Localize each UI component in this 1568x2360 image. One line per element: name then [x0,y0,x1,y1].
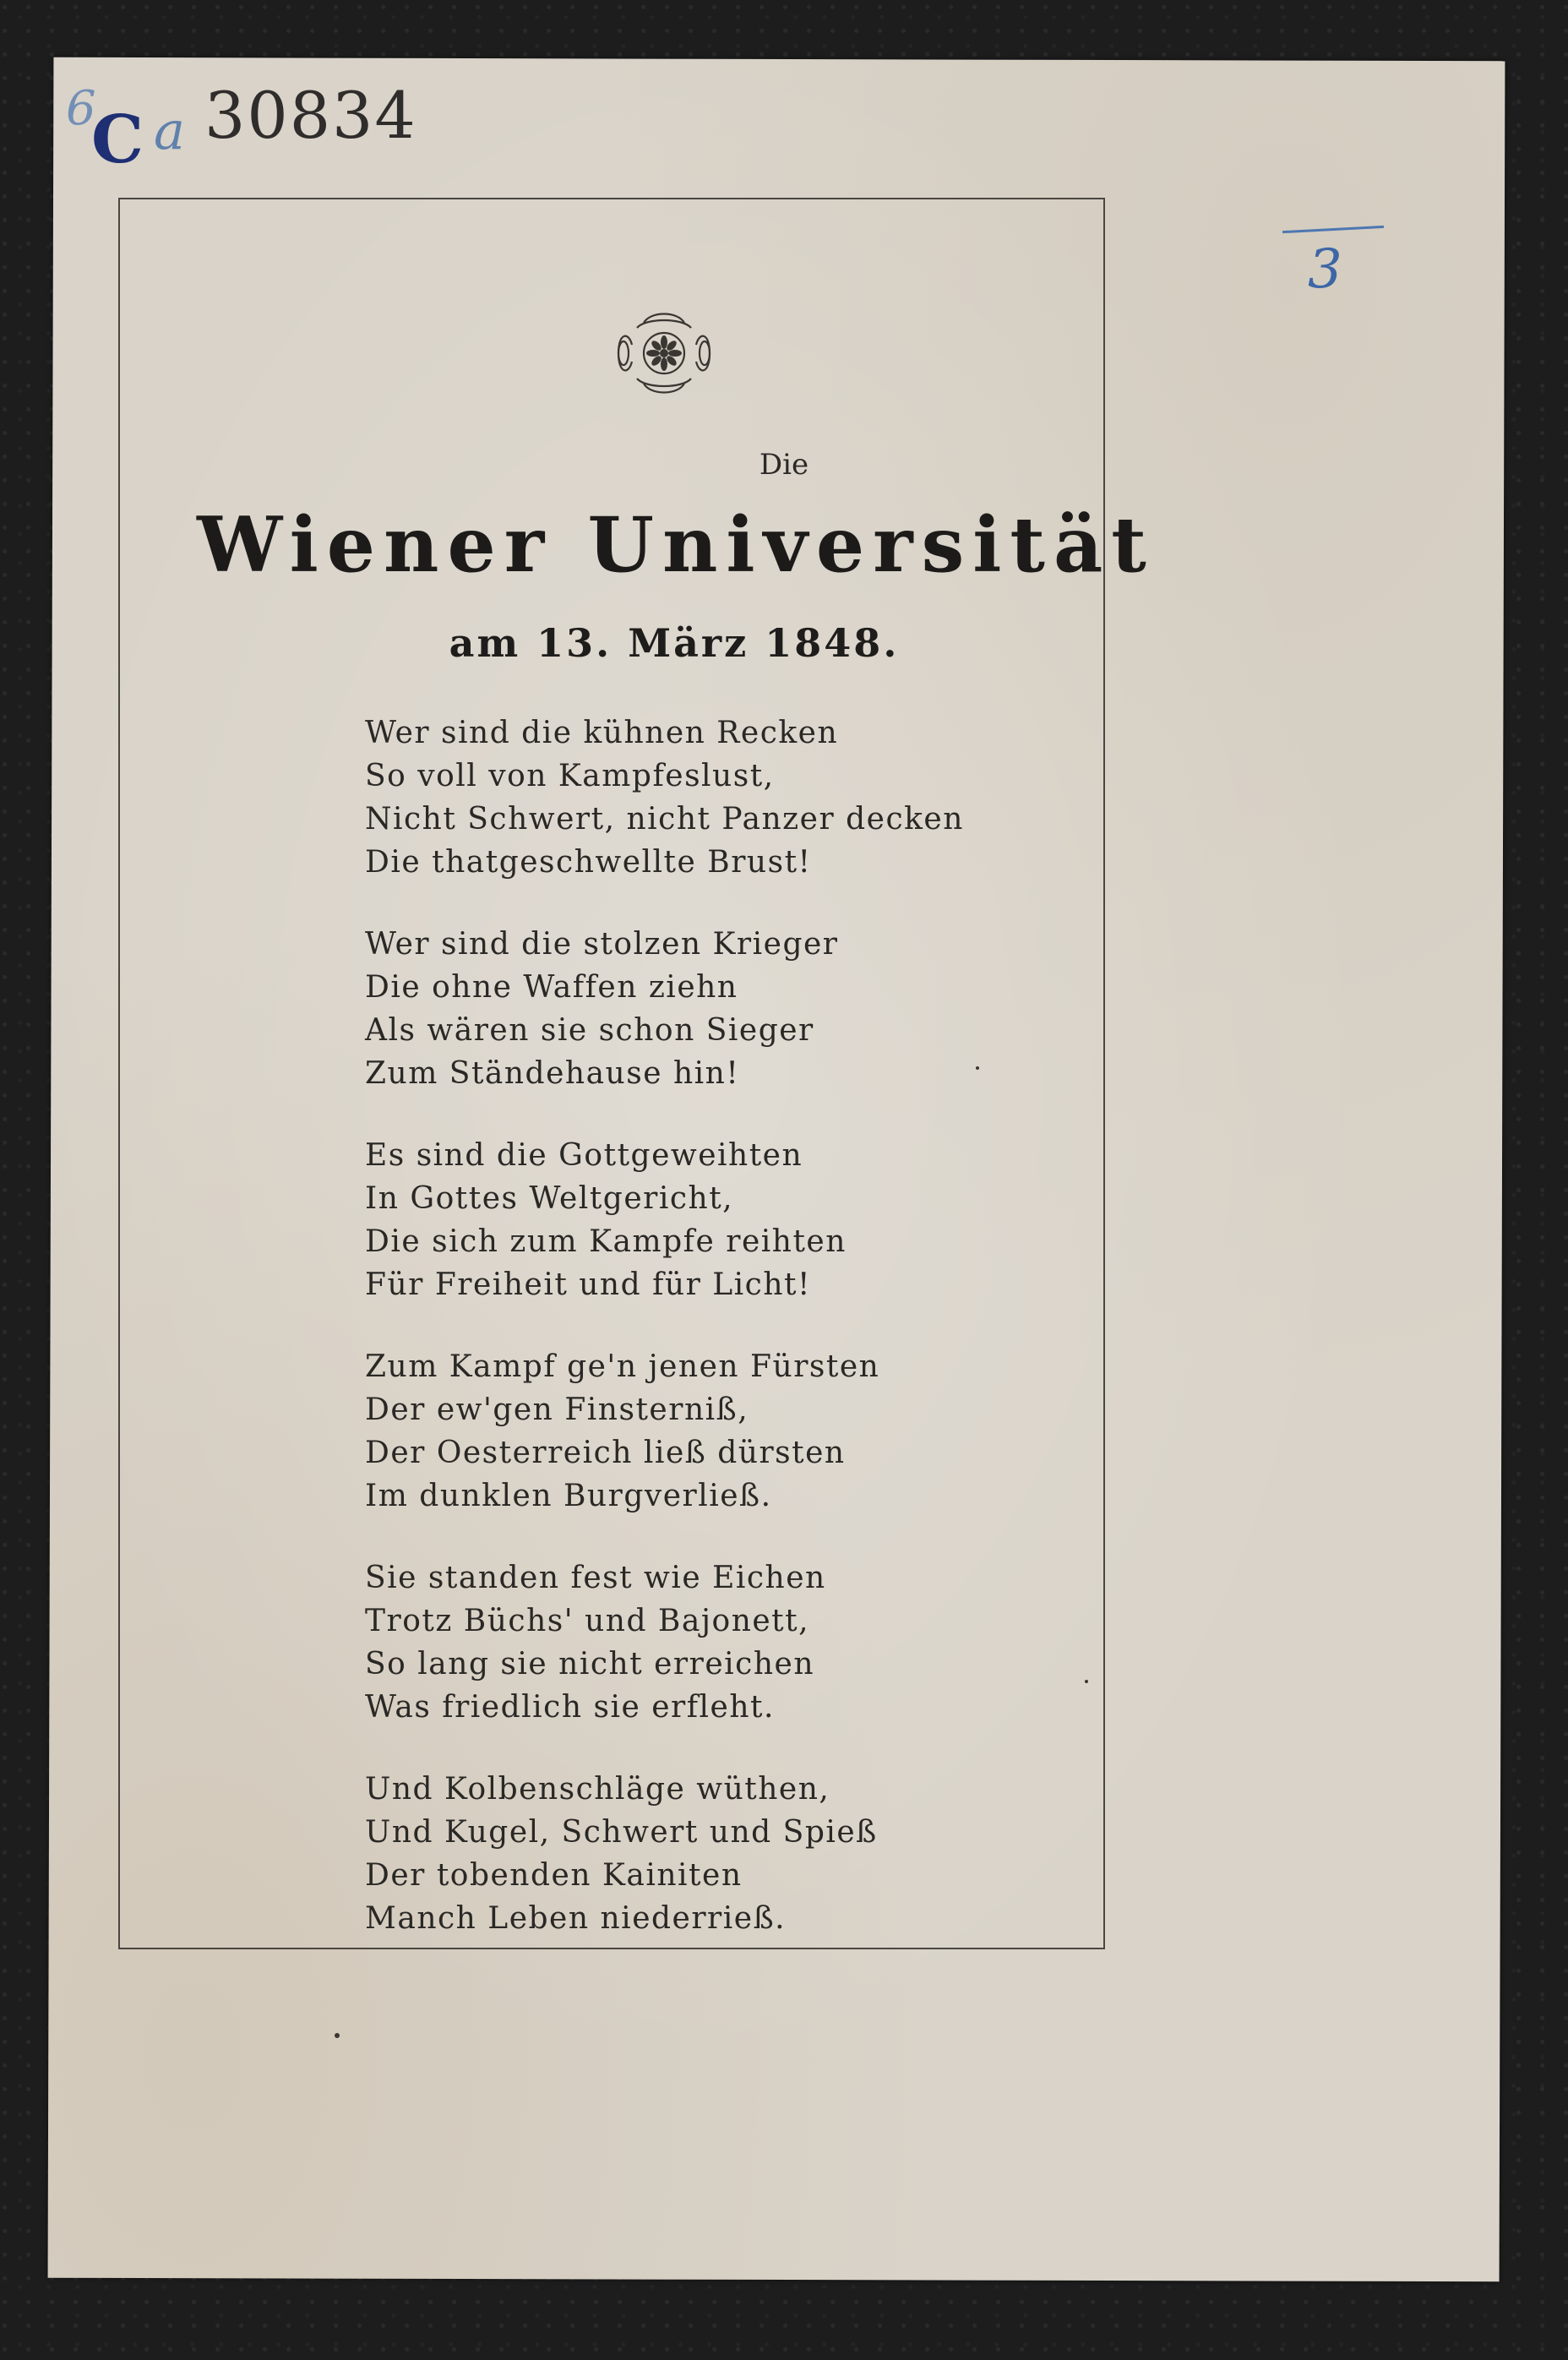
ink-speck [1085,1680,1088,1683]
poem-line: Die thatgeschwellte Brust! [365,845,812,880]
poem-line: Im dunklen Burgverließ. [365,1479,772,1513]
pencil-annotation-number: 3 [1308,238,1342,301]
poem-line: Für Freiheit und für Licht! [365,1267,811,1302]
poem-line: Nicht Schwert, nicht Panzer decken [365,802,964,837]
poem-line: Und Kolbenschläge wüthen, [365,1772,830,1807]
poem-line: Sie standen fest wie Eichen [365,1561,826,1595]
ink-speck [335,2033,340,2038]
poem-line: Manch Leben niederrieß. [365,1901,787,1936]
poem-line: Und Kugel, Schwert und Spieß [365,1815,878,1850]
poem-line: Wer sind die kühnen Recken [365,716,839,750]
poem-stanza [365,711,973,884]
poem-line: So voll von Kampfeslust, [365,759,775,793]
poem-line: Zum Ständehause hin! [365,1056,740,1091]
poem-line: Die ohne Waffen ziehn [365,970,738,1005]
poem-stanza [365,1345,973,1518]
poem-line: Als wären sie schon Sieger [365,1013,814,1048]
poem-line: Was friedlich sie erfleht. [365,1690,775,1725]
ink-speck [976,1066,979,1070]
library-stamp-letter: C [91,101,144,178]
poem-line: Der Oesterreich ließ dürsten [365,1436,846,1470]
ornament-icon [603,306,725,401]
poem-stanza [365,1134,973,1306]
poem-line: Der tobenden Kainiten [365,1858,743,1893]
title-article: Die [759,448,809,482]
pencil-annotation-prefix: 6 [66,81,96,136]
title-date: am 13. März 1848. [449,620,900,666]
poem-stanza [365,923,973,1095]
poem-line: Trotz Büchs' und Bajonett, [365,1604,810,1638]
pencil-annotation-letter: a [154,100,185,161]
poem-line: Wer sind die stolzen Krieger [365,927,839,962]
poem-line: So lang sie nicht erreichen [365,1647,815,1681]
poem-body [365,711,973,1979]
poem-stanza [365,1556,973,1729]
poem-stanza [365,1768,973,1940]
poem-line: Zum Kampf ge'n jenen Fürsten [365,1349,880,1384]
poem-line: Es sind die Gottgeweihten [365,1138,803,1173]
poem-line: Der ew'gen Finsterniß, [365,1393,749,1427]
page-title: Wiener Universität [197,500,1155,590]
catalog-number: 30834 [204,78,417,153]
poem-line: In Gottes Weltgericht, [365,1181,734,1216]
poem-line: Die sich zum Kampfe reihten [365,1224,847,1259]
